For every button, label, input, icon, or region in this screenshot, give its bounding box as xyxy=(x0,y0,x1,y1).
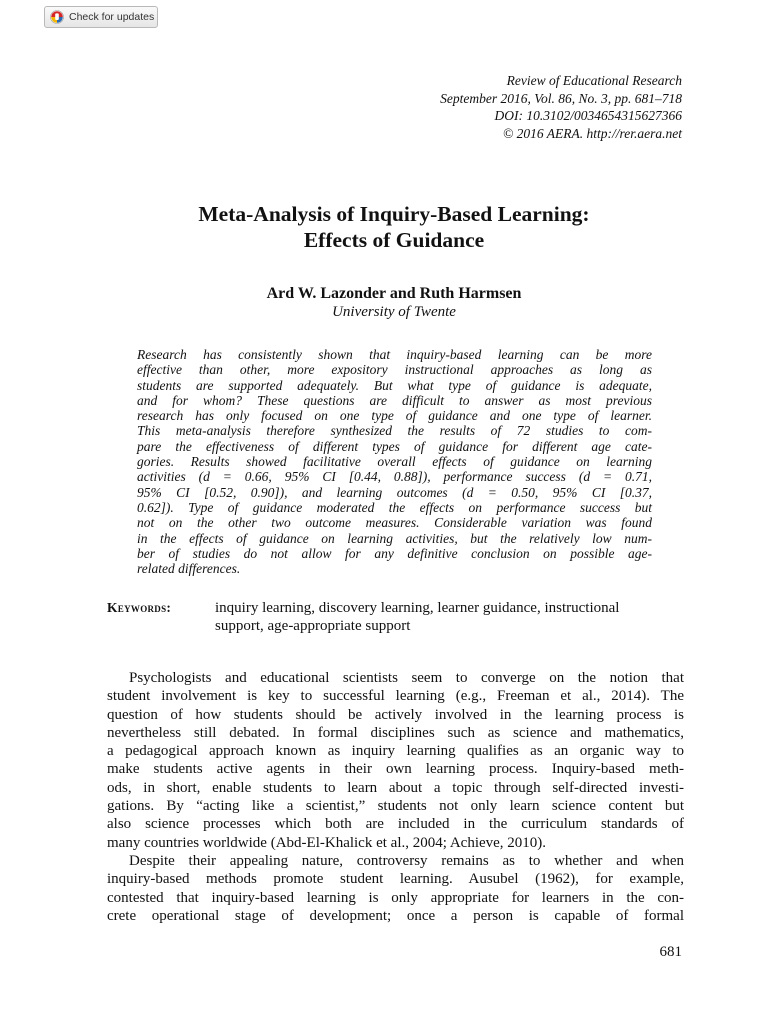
abstract xyxy=(137,347,652,576)
abstract-line: 0.62]). Type of guidance moderated the effects on performance success but xyxy=(137,499,652,515)
abstract-line: not on the other two outcome measures. Considerable variation was found xyxy=(137,515,652,531)
authors: Ard W. Lazonder and Ruth Harmsen xyxy=(266,285,522,302)
abstract-line: in the effects of guidance on learning activities, but the relatively low num- xyxy=(137,530,652,546)
body-line: question of how students should be actively involved in the learning process is xyxy=(107,706,684,723)
keywords-line: inquiry learning, discovery learning, learner guidance, instructional xyxy=(215,600,620,616)
check-for-updates-button[interactable] xyxy=(44,6,158,28)
abstract-line: effective than other, more expository instructional approaches as long as xyxy=(137,362,652,378)
body-line: nevertheless still debated. In formal disciplines such as science and mathematics, xyxy=(107,724,684,741)
abstract-line: ber of studies do not allow for any definitive conclusion on possible age- xyxy=(137,545,652,561)
abstract-line: activities (d = 0.66, 95% CI [0.44, 0.88]), performance success (d = 0.71, xyxy=(137,469,652,485)
abstract-line: research has only focused on one type of guidance and one type of learner. xyxy=(137,408,652,424)
abstract-line: students are supported adequately. But what type of guidance is adequate, xyxy=(137,377,652,393)
abstract-line: and for whom? These questions are difficult to answer as most previous xyxy=(137,392,652,408)
body-line: a pedagogical approach known as inquiry learning qualifies as an organic way to xyxy=(107,743,684,760)
abstract-line: related differences. xyxy=(137,561,241,577)
abstract-line: gories. Results showed facilitative overall effects of guidance on learning xyxy=(137,454,652,470)
title-line: Effects of Guidance xyxy=(303,228,485,252)
journal-name: Review of Educational Research xyxy=(506,73,682,88)
body-line: many countries worldwide (Abd-El-Khalick et al., 2004; Achieve, 2010). xyxy=(107,834,547,851)
abstract-line: 95% CI [0.52, 0.90]), and learning outcomes (d = 0.50, 95% CI [0.37, xyxy=(137,484,652,500)
body-line: also science processes which both are included in the curriculum standards of xyxy=(107,816,684,833)
body-line: student involvement is key to successful learning (e.g., Freeman et al., 2014). The xyxy=(107,688,684,705)
affiliation: University of Twente xyxy=(332,304,456,320)
title-line: Meta-Analysis of Inquiry-Based Learning: xyxy=(198,202,590,226)
abstract-line: Research has consistently shown that inquiry-based learning can be more xyxy=(137,347,652,362)
keywords-list xyxy=(215,599,683,635)
check-for-updates-label: Check for updates xyxy=(69,11,155,23)
journal-issue: September 2016, Vol. 86, No. 3, pp. 681–718 xyxy=(440,90,682,106)
body-line: Psychologists and educational scientists seem to converge on the notion that xyxy=(129,670,684,686)
journal-copyright: © 2016 AERA. http://rer.aera.net xyxy=(503,125,682,141)
journal-citation xyxy=(440,72,682,142)
body-line: ods, in short, enable students to learn about a topic through self-directed investi- xyxy=(107,779,684,796)
body-line: Despite their appealing nature, controversy remains as to whether and when xyxy=(129,852,684,869)
body-line: make students active agents in their own learning process. Inquiry-based meth- xyxy=(107,761,684,778)
body-line: contested that inquiry-based learning is only appropriate for learners in the con- xyxy=(107,889,684,906)
abstract-line: This meta-analysis therefore synthesized the results of 72 studies to com- xyxy=(137,423,652,439)
keywords-label: Keywords: xyxy=(107,600,172,615)
crossmark-icon xyxy=(50,10,64,24)
body-line: inquiry-based methods promote student learning. Ausubel (1962), for example, xyxy=(107,871,684,888)
body-line: crete operational stage of development; once a person is capable of formal xyxy=(107,907,684,924)
page-number: 681 xyxy=(659,944,682,960)
article-title xyxy=(0,201,768,253)
abstract-line: pare the effectiveness of different types of guidance for different age cate- xyxy=(137,438,652,454)
body-line: gations. By “acting like a scientist,” students not only learn science content but xyxy=(107,798,684,815)
body-text xyxy=(107,669,684,925)
journal-doi: DOI: 10.3102/0034654315627366 xyxy=(494,108,682,123)
keywords-line: support, age-appropriate support xyxy=(215,618,411,634)
